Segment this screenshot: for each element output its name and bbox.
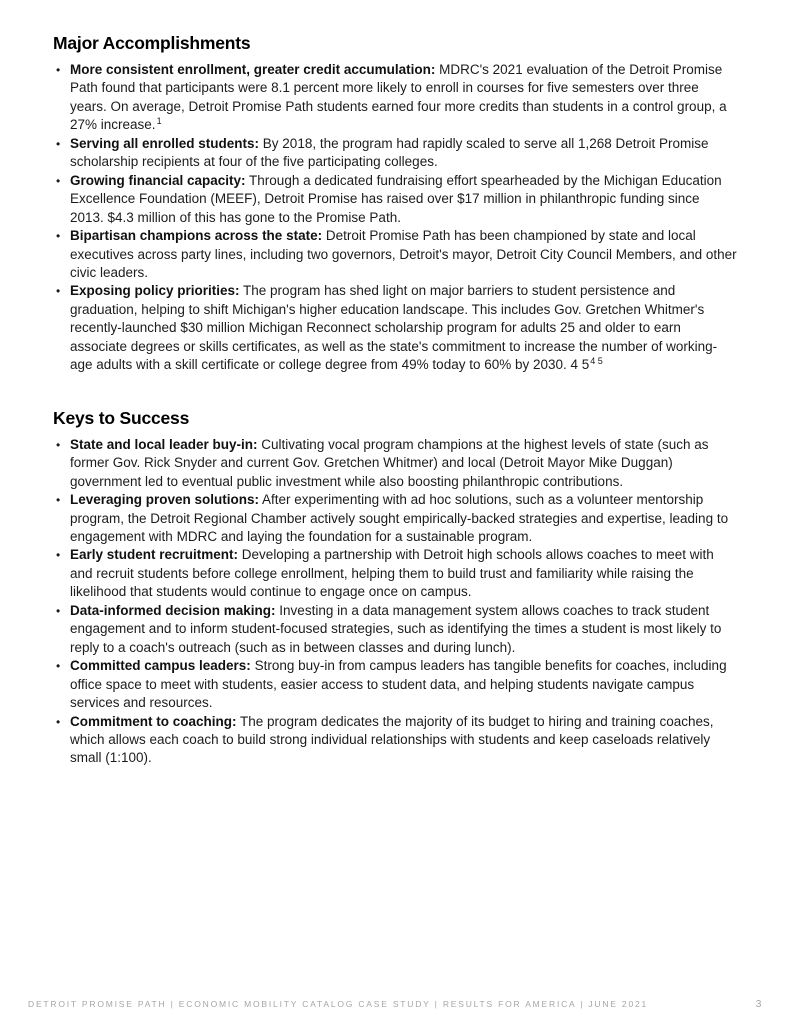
footnote-ref: 1 — [156, 115, 162, 126]
bullet-lead: Growing financial capacity: — [70, 172, 246, 188]
footer-text: DETROIT PROMISE PATH | ECONOMIC MOBILITY CATALOG CASE STUDY | RESULTS FOR AMERICA | JUNE 2021 — [28, 999, 649, 1009]
bullet-text: After experimenting with ad hoc solutions, such as a volunteer mentorship program, the Detroit Regional Chamber actively sought empirically-backed strategies and expertise, leading to engagement with MDRC and laying the foundation for a sustainable program. — [70, 492, 729, 544]
bullet-lead: Early student recruitment: — [70, 547, 239, 563]
page-content — [53, 33, 737, 768]
bullet-list — [53, 61, 737, 375]
bullet-text: Developing a partnership with Detroit high schools allows coaches to meet with and recruit students before college enrollment, helping them to build trust and familiarity while raising the likelihood that students would continue to engage once on campus. — [70, 547, 714, 600]
bullet-item — [53, 491, 737, 546]
bullet-lead: Leveraging proven solutions: — [70, 492, 260, 508]
bullet-text: Cultivating vocal program champions at the highest levels of state (such as former Gov. Rick Snyder and current Gov. Gretchen Whitmer) and local (Detroit Mayor Mike Duggan) government led to eventual public investment while also boosting philanthropic contributions. — [70, 436, 709, 489]
bullet-text: The program has shed light on major barriers to student persistence and graduation, helping to shift Michigan's higher education landscape. This includes Gov. Gretchen Whitmer's recently-launched $30 million Michigan Reconnect scholarship program for adults 25 and older to earn associate degrees or skills certificates, as well as the state's commitment to increase the number of working-age adults with a skill certificate or college degree from 49% today to 60% by 2030. 4 5 — [70, 283, 718, 373]
bullet-text: By 2018, the program had rapidly scaled to serve all 1,268 Detroit Promise scholarship recipients at four of the five participating colleges. — [70, 135, 709, 170]
bullet-item — [53, 657, 737, 712]
section-heading: Major Accomplishments — [53, 33, 251, 53]
bullet-text: Through a dedicated fundraising effort spearheaded by the Michigan Education Excellence Foundation (MEEF), Detroit Promise has raised over $17 million in philanthropic funding since 2013. $4.3 million of this has gone to the Promise Path. — [70, 172, 722, 225]
section-major-accomplishments — [53, 33, 737, 375]
bullet-lead: Commitment to coaching: — [70, 713, 237, 729]
page-footer — [28, 998, 762, 1010]
bullet-text: Investing in a data management system allows coaches to track student engagement and to inform student-focused strategies, such as identifying the times a student is most likely to reply to a coach's outreach (such as in between classes and during lunch). — [70, 602, 722, 655]
bullet-item — [53, 546, 737, 601]
bullet-item — [53, 61, 737, 135]
bullet-item — [53, 172, 737, 227]
bullet-text: The program dedicates the majority of its budget to hiring and training coaches, which allows each coach to build strong individual relationships with students and keep caseloads relatively small (1:100). — [70, 713, 714, 766]
bullet-lead: Bipartisan champions across the state: — [70, 228, 323, 244]
bullet-lead: More consistent enrollment, greater credit accumulation: — [70, 62, 436, 77]
bullet-lead: Committed campus leaders: — [70, 658, 251, 674]
bullet-lead: Exposing policy priorities: — [70, 283, 240, 299]
bullet-list — [53, 436, 737, 768]
bullet-lead: Serving all enrolled students: — [70, 135, 260, 151]
footnote-ref: 4 5 — [590, 355, 603, 366]
section-heading: Keys to Success — [53, 407, 190, 428]
bullet-text: MDRC's 2021 evaluation of the Detroit Promise Path found that participants were 8.1 percent more likely to enroll in courses for five semesters over three years. On average, Detroit Promise Path students earned four more credits than students in a control group, a 27% increase. — [70, 62, 727, 133]
page-number: 3 — [755, 998, 762, 1010]
section-keys-to-success — [53, 408, 737, 768]
bullet-text: Strong buy-in from campus leaders has tangible benefits for coaches, including office space to meet with students, easier access to student data, and helping students navigate campus services and resources. — [70, 658, 727, 711]
bullet-item — [53, 135, 737, 172]
bullet-item — [53, 227, 737, 282]
bullet-text: Detroit Promise Path has been championed by state and local executives across party lines, including two governors, Detroit's mayor, Detroit City Council Members, and other civic leaders. — [70, 228, 737, 280]
bullet-item — [53, 436, 737, 491]
bullet-lead: State and local leader buy-in: — [70, 436, 258, 452]
bullet-item — [53, 282, 737, 374]
bullet-item — [53, 602, 737, 657]
bullet-item — [53, 713, 737, 768]
bullet-lead: Data-informed decision making: — [70, 602, 276, 618]
